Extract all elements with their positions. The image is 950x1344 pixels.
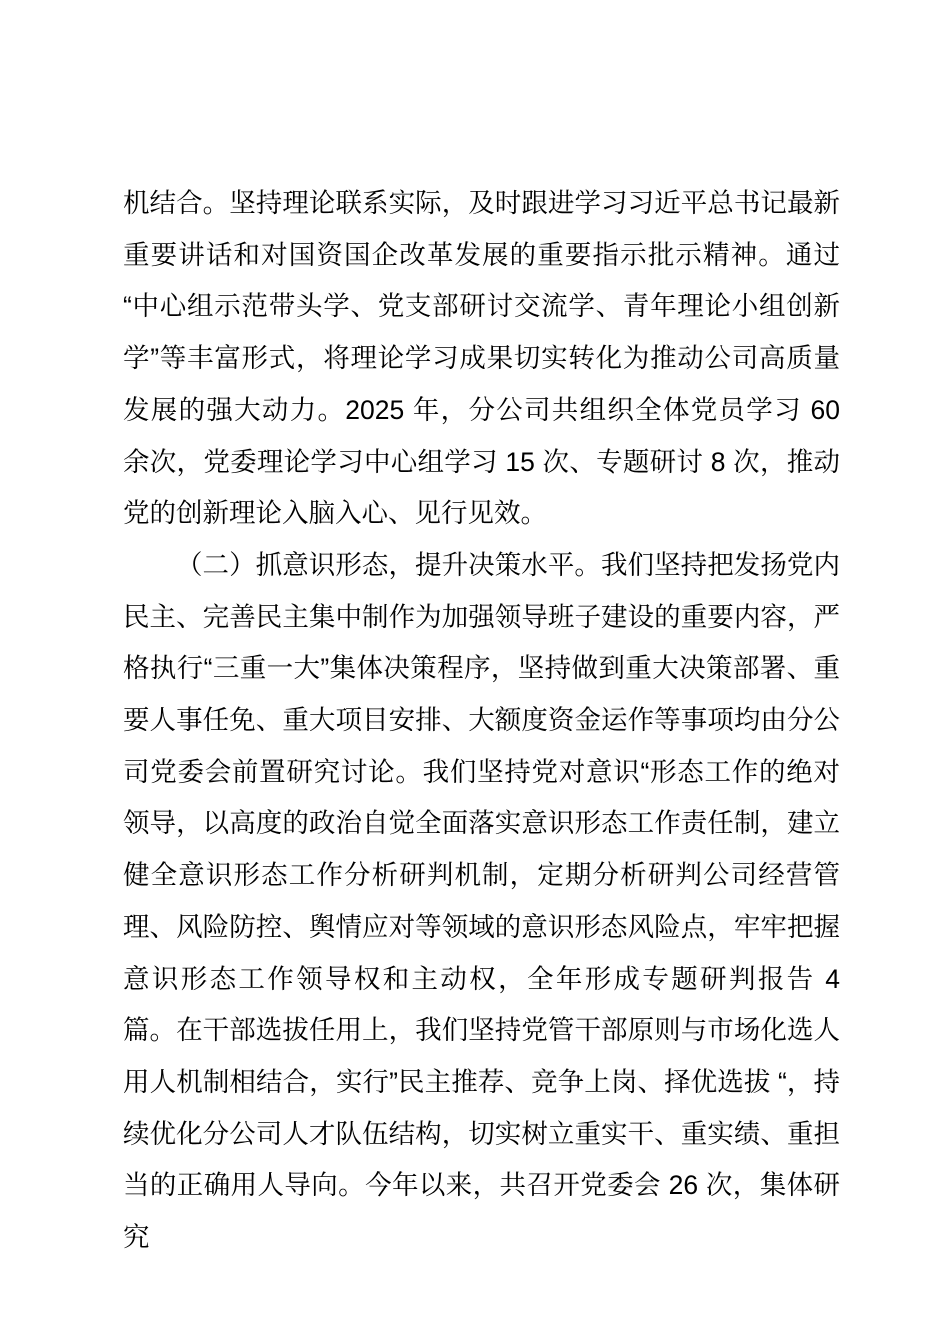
document-body bbox=[123, 178, 840, 1264]
body-paragraph-section-2: （二）抓意识形态，提升决策水平。我们坚持把发扬党内民主、完善民主集中制作为加强领导班子建设的重要内容，严格执行“三重一大”集体决策程序，坚持做到重大决策部署、重要人事任免、重大项目安排、大额度资金运作等事项均由分公司党委会前置研究讨论。我们坚持党对意识“形态工作的绝对领导，以高度的政治自觉全面落实意识形态工作责任制，建立健全意识形态工作分析研判机制，定期分析研判公司经营管理、风险防控、舆情应对等领域的意识形态风险点，牢牢把握意识形态工作领导权和主动权，全年形成专题研判报告 4 篇。在干部选拔任用上，我们坚持党管干部原则与市场化选人用人机制相结合，实行”民主推荐、竞争上岗、择优选拔 “，持续优化分公司人才队伍结构，切实树立重实干、重实绩、重担当的正确用人导向。今年以来，共召开党委会 26 次，集体研究 bbox=[123, 549, 840, 1253]
body-paragraph-continuation: 机结合。坚持理论联系实际，及时跟进学习习近平总书记最新重要讲话和对国资国企改革发展的重要指示批示精神。通过“中心组示范带头学、党支部研讨交流学、青年理论小组创新学”等丰富形式，将理论学习成果切实转化为推动公司高质量发展的强大动力。2025 年，分公司共组织全体党员学习 60 余次，党委理论学习中心组学习 15 次、专题研讨 8 次，推动党的创新理论入脑入心、见行见效。 bbox=[123, 188, 840, 529]
